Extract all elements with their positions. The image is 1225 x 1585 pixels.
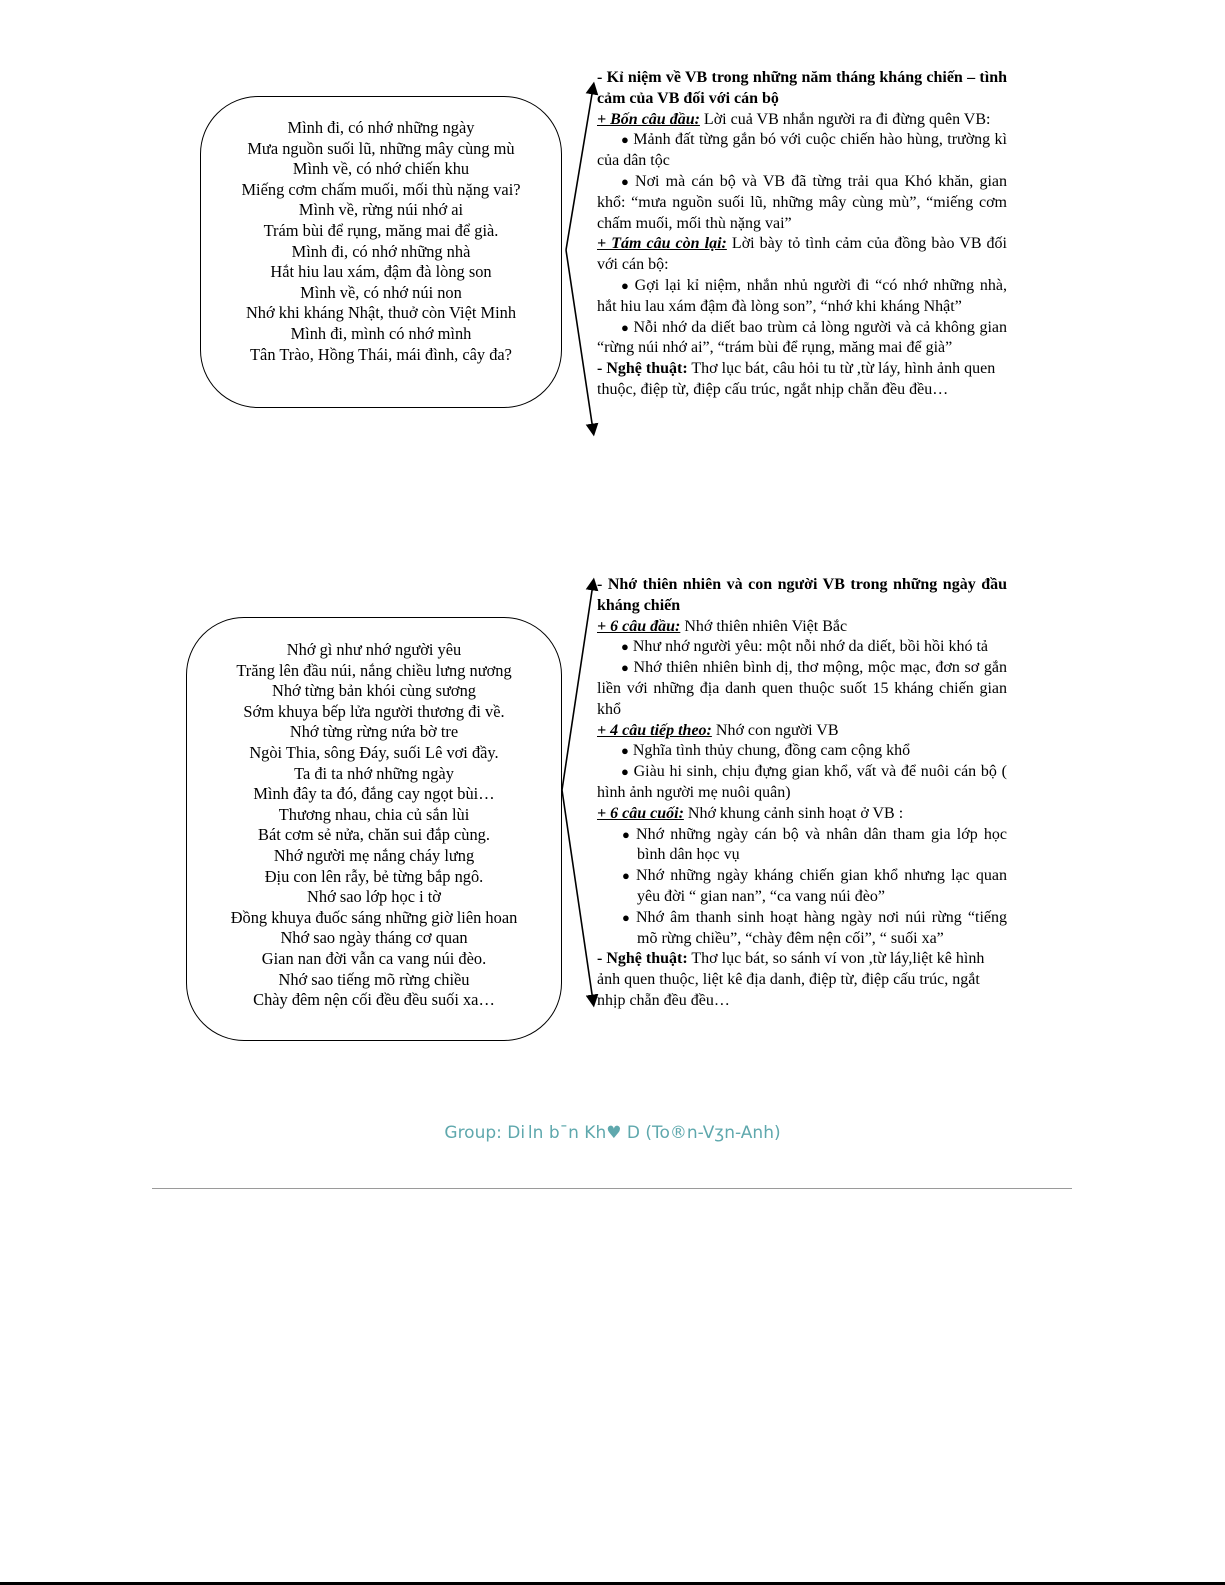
bullet-item xyxy=(597,637,1007,658)
poem-line: Sớm khuya bếp lửa người thương đi về. xyxy=(243,701,505,721)
part-paragraph xyxy=(597,721,1007,742)
analysis-notes-2 xyxy=(597,575,1007,1012)
poem-line: Mình về, có nhớ núi non xyxy=(300,282,462,302)
bullet-icon: ● xyxy=(621,277,631,293)
part-text: Nhớ khung cảnh sinh hoạt ở VB : xyxy=(683,804,904,822)
poem-line: Ta đi ta nhớ những ngày xyxy=(294,763,454,783)
poem-line: Mình về, rừng núi nhớ ai xyxy=(298,200,464,220)
bullet-text: Nhớ thiên nhiên bình dị, thơ mộng, mộc mạc, đơn sơ gắn liền với những địa danh quen thuộc suốt 15 kháng chiến gian khổ xyxy=(597,659,1007,718)
bullet-icon: ● xyxy=(621,173,632,189)
arrow-up-1 xyxy=(566,88,593,250)
poem-box-1 xyxy=(200,96,562,408)
poem-line: Gian nan đời vẫn ca vang núi đèo. xyxy=(261,948,487,968)
arrow-down-1 xyxy=(566,250,593,430)
art-label: - Nghệ thuật: xyxy=(597,950,688,968)
bullet-item xyxy=(597,130,1007,172)
bullet-text: Nhớ những ngày cán bộ và nhân dân tham gia lớp học bình dân học vụ xyxy=(636,825,1007,864)
poem-line: Chày đêm nện cối đều đều suối xa… xyxy=(253,990,495,1010)
poem-line: Nhớ khi kháng Nhật, thuở còn Việt Minh xyxy=(245,303,517,323)
part-label: + Tám câu còn lại: xyxy=(597,235,727,253)
poem-line: Địu con lên rẫy, bẻ từng bắp ngô. xyxy=(264,866,484,886)
arrow-down-2 xyxy=(562,790,593,1001)
poem-line: Bát cơm sẻ nửa, chăn sui đắp cùng. xyxy=(258,825,490,845)
poem-line: Nhớ gì như nhớ người yêu xyxy=(286,640,462,659)
part-label: + Bốn câu đầu: xyxy=(597,110,700,128)
bullet-text: Nhớ những ngày kháng chiến gian khổ nhưng lạc quan yêu đời “ gian nan”, “ca vang núi đèo” xyxy=(636,867,1007,905)
analysis-notes-1 xyxy=(597,68,1007,401)
bullet-icon: ● xyxy=(621,132,630,148)
part-paragraph xyxy=(597,804,1007,825)
part-paragraph xyxy=(597,110,1007,131)
poem-line: Trám bùi để rụng, măng mai để già. xyxy=(263,220,499,240)
poem-line: Nhớ sao tiếng mõ rừng chiều xyxy=(278,969,470,989)
arrow-up-2 xyxy=(562,584,593,790)
bullet-item xyxy=(622,825,1007,867)
poem-line: Nhớ người mẹ nắng cháy lưng xyxy=(273,845,475,865)
part-text: Nhớ con người VB xyxy=(711,721,839,739)
poem-line: Nhớ sao lớp học i tờ xyxy=(307,887,441,907)
bullet-text: Nhớ âm thanh sinh hoạt hàng ngày nơi núi rừng “tiếng mõ rừng chiều”, “chày đêm nện cối”, “ suối xa” xyxy=(635,908,1007,947)
part-paragraph xyxy=(597,234,1007,276)
bullet-icon: ● xyxy=(622,909,632,925)
part-label: + 4 câu tiếp theo: xyxy=(597,721,712,739)
poem-line: Mưa nguồn suối lũ, những mây cùng mù xyxy=(247,138,515,158)
poem-line: Ngòi Thia, sông Đáy, suối Lê vơi đầy. xyxy=(249,742,499,762)
bullet-item xyxy=(597,741,1007,762)
bullet-text: Nghĩa tình thủy chung, đồng cam cộng khổ xyxy=(632,742,911,760)
bullet-icon: ● xyxy=(621,660,630,676)
poem-line: Trăng lên đầu núi, nắng chiều lưng nương xyxy=(236,660,512,680)
bullet-icon: ● xyxy=(621,764,630,780)
poem-line: Nhớ từng bản khói cùng sương xyxy=(271,681,476,701)
art-paragraph xyxy=(597,949,1007,1011)
section-heading: - Nhớ thiên nhiên và con người VB trong những ngày đầu kháng chiến xyxy=(597,576,1007,614)
poem-line: Thương nhau, chia củ sắn lùi xyxy=(278,804,470,824)
art-text: Thơ lục bát, so sánh ví von ,từ láy,liệt kê hình ảnh quen thuộc, liệt kê địa danh, điệp từ, điệp cấu trúc, ngắt nhịp chẵn đều đều… xyxy=(597,950,985,1009)
part-text: Nhớ thiên nhiên Việt Bắc xyxy=(680,617,848,635)
bullet-text: Gợi lại kỉ niệm, nhắn nhủ người đi “có nhớ những nhà, hắt hiu lau xám đậm đà lòng son”, “nhớ khi kháng Nhật” xyxy=(597,276,1008,315)
bullet-text: Nỗi nhớ da diết bao trùm cả lòng người và cả không gian “rừng núi nhớ ai”, “trám bùi để rụng, măng mai để già” xyxy=(597,318,1007,357)
poem-line: Nhớ từng rừng nứa bờ tre xyxy=(289,722,459,742)
poem-line: Mình đi, có nhớ những nhà xyxy=(291,241,471,261)
bullet-icon: ● xyxy=(622,868,633,884)
part-text: Lời bày tỏ tình cảm của đồng bào VB đối với cán bộ: xyxy=(597,235,1007,274)
part-label: + 6 câu đầu: xyxy=(597,617,681,635)
bullet-item xyxy=(622,866,1007,908)
poem-line: Miếng cơm chấm muối, mối thù nặng vai? xyxy=(241,179,521,199)
art-paragraph xyxy=(597,359,1007,401)
bullet-icon: ● xyxy=(621,743,629,759)
bullet-item xyxy=(597,658,1007,720)
bullet-icon: ● xyxy=(621,639,629,655)
poem-line: Mình đi, có nhớ những ngày xyxy=(287,118,475,137)
bullet-item xyxy=(622,908,1007,950)
poem-box-2 xyxy=(186,617,562,1041)
bullet-item xyxy=(597,318,1007,360)
bullet-item xyxy=(597,762,1007,804)
bullet-item xyxy=(597,276,1007,318)
footer-divider xyxy=(152,1188,1072,1189)
poem-line: Hắt hiu lau xám, đậm đà lòng son xyxy=(270,262,492,282)
bullet-text: Giàu hi sinh, chịu đựng gian khổ, vất và để nuôi cán bộ ( hình ảnh người mẹ nuôi quân) xyxy=(597,763,1007,801)
bullet-text: Nơi mà cán bộ và VB đã từng trải qua Khó khăn, gian khổ: “mưa nguồn suối lũ, những mây cùng mù”, “miếng cơm chấm muối, mối thù nặng vai” xyxy=(597,172,1007,232)
poem-line: Mình đi, mình có nhớ mình xyxy=(290,323,472,343)
part-paragraph xyxy=(597,617,1007,638)
art-label: - Nghệ thuật: xyxy=(597,360,688,378)
part-label: + 6 câu cuối: xyxy=(597,804,684,822)
footer-group-credit: Group: Di ln b¯n Kh♥ D (To®n-Vӡn-Anh) xyxy=(444,1123,781,1143)
poem-line: Tân Trào, Hồng Thái, mái đình, cây đa? xyxy=(250,344,512,364)
section-heading: - Kỉ niệm về VB trong những năm tháng kháng chiến – tình cảm của VB đối với cán bộ xyxy=(597,69,1007,107)
bullet-item xyxy=(597,172,1007,234)
bullet-icon: ● xyxy=(621,319,630,335)
bullet-icon: ● xyxy=(622,826,633,842)
poem-line: Đồng khuya đuốc sáng những giờ liên hoan xyxy=(230,907,518,927)
poem-line: Mình về, có nhớ chiến khu xyxy=(292,159,470,179)
poem-line: Nhớ sao ngày tháng cơ quan xyxy=(280,928,468,948)
part-text: Lời cuả VB nhắn người ra đi đừng quên VB: xyxy=(699,110,991,128)
art-text: Thơ lục bát, câu hỏi tu từ ,từ láy, hình ảnh quen thuộc, điệp từ, điệp cấu trúc, ngắt nhịp chẵn đều đều… xyxy=(597,360,996,398)
poem-line: Mình đây ta đó, đắng cay ngọt bùi… xyxy=(253,784,495,804)
bullet-text: Như nhớ người yêu: một nỗi nhớ da diết, bồi hồi khó tả xyxy=(632,638,988,656)
bullet-text: Mảnh đất từng gắn bó với cuộc chiến hào hùng, trường kì của dân tộc xyxy=(597,131,1007,170)
